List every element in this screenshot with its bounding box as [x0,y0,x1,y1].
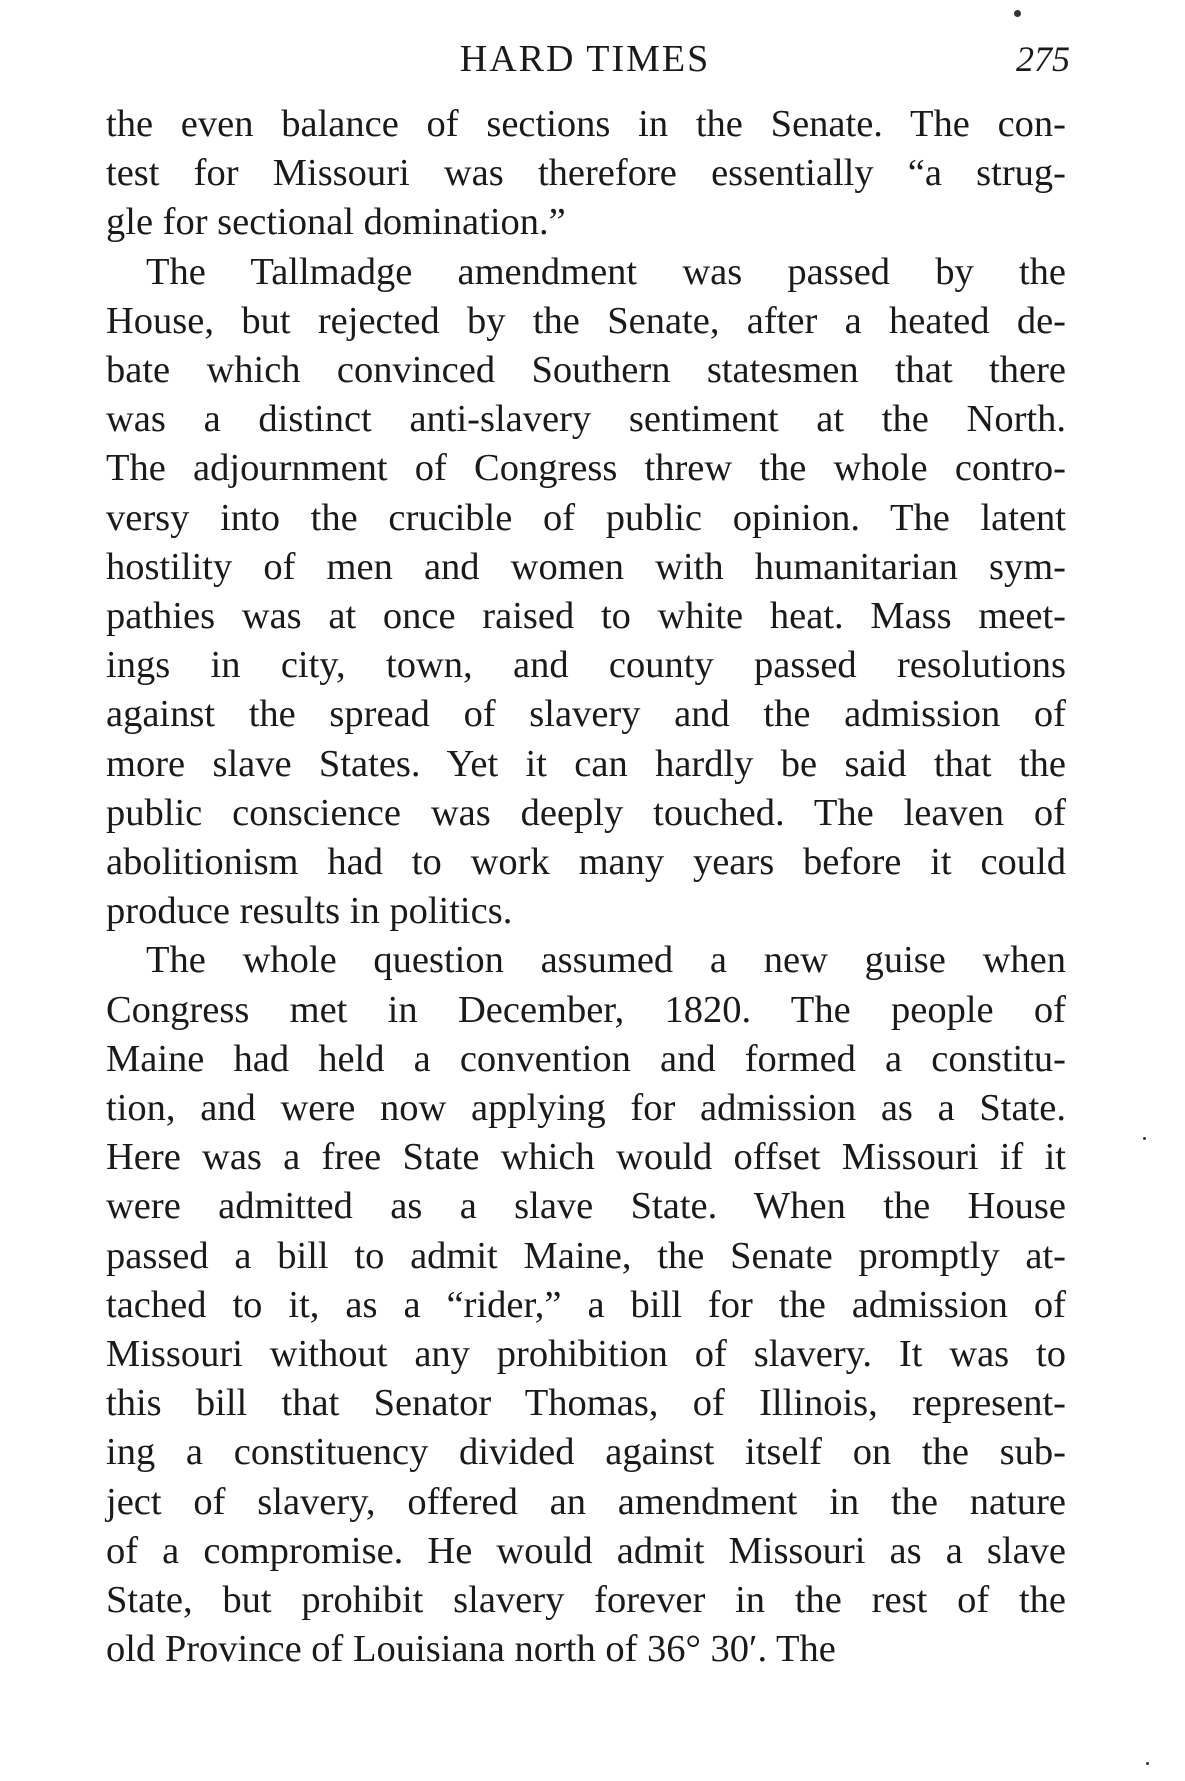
text-line: this bill that Senator Thomas, of Illinois, represent- [106,1382,1066,1425]
text-line: ings in city, town, and county passed resolutions [106,644,1066,687]
text-line: The whole question assumed a new guise when [146,939,1066,982]
text-line: Missouri without any prohibition of slavery. It was to [106,1333,1066,1376]
text-line: test for Missouri was therefore essentially “a strug- [106,152,1066,195]
text-line: against the spread of slavery and the admission of [106,693,1066,736]
text-line: State, but prohibit slavery forever in the rest of the [106,1579,1066,1622]
text-line: pathies was at once raised to white heat. Mass meet- [106,595,1066,638]
text-line: tached to it, as a “rider,” a bill for the admission of [106,1283,1066,1326]
text-line: the even balance of sections in the Senate. The con- [106,103,1066,145]
text-line: was a distinct anti-slavery sentiment at the North. [106,398,1066,441]
text-line: old Province of Louisiana north of 36° 30′. The [106,1628,836,1671]
text-line: Here was a free State which would offset Missouri if it [106,1136,1066,1179]
text-line: Maine had held a convention and formed a constitu- [106,1037,1066,1080]
text-line: Congress met in December, 1820. The people of [106,988,1066,1031]
running-head [100,34,1070,84]
text-line: The adjournment of Congress threw the whole contro- [106,447,1066,490]
text-line: of a compromise. He would admit Missouri as a slave [106,1529,1066,1572]
text-line: more slave States. Yet it can hardly be said that the [106,742,1066,785]
print-speck [1146,1762,1149,1765]
text-line: abolitionism had to work many years before it could [106,841,1066,884]
page-number: 275 [1016,39,1070,79]
paragraph [106,936,1066,1674]
text-line: The Tallmadge amendment was passed by the [146,250,1066,293]
text-line: House, but rejected by the Senate, after a heated de- [106,299,1066,342]
paragraph [106,248,1066,937]
print-speck [1143,1137,1146,1140]
text-line: versy into the crucible of public opinion. The latent [106,496,1066,539]
text-line: passed a bill to admit Maine, the Senate promptly at- [106,1234,1066,1277]
text-line: were admitted as a slave State. When the House [106,1185,1066,1228]
text-line: bate which convinced Southern statesmen that there [106,349,1066,392]
text-line: produce results in politics. [106,890,513,933]
paragraph [106,100,1066,248]
text-line: ing a constituency divided against itself on the sub- [106,1431,1066,1474]
text-line: tion, and were now applying for admission as a State. [106,1087,1066,1130]
text-line: gle for sectional domination.” [106,201,566,244]
text-line: public conscience was deeply touched. The leaven of [106,791,1066,834]
running-title: HARD TIMES [459,38,711,80]
print-speck [1014,10,1021,17]
text-line: ject of slavery, offered an amendment in the nature [106,1480,1066,1523]
text-line: hostility of men and women with humanitarian sym- [106,545,1066,588]
body-text [106,100,1066,1675]
